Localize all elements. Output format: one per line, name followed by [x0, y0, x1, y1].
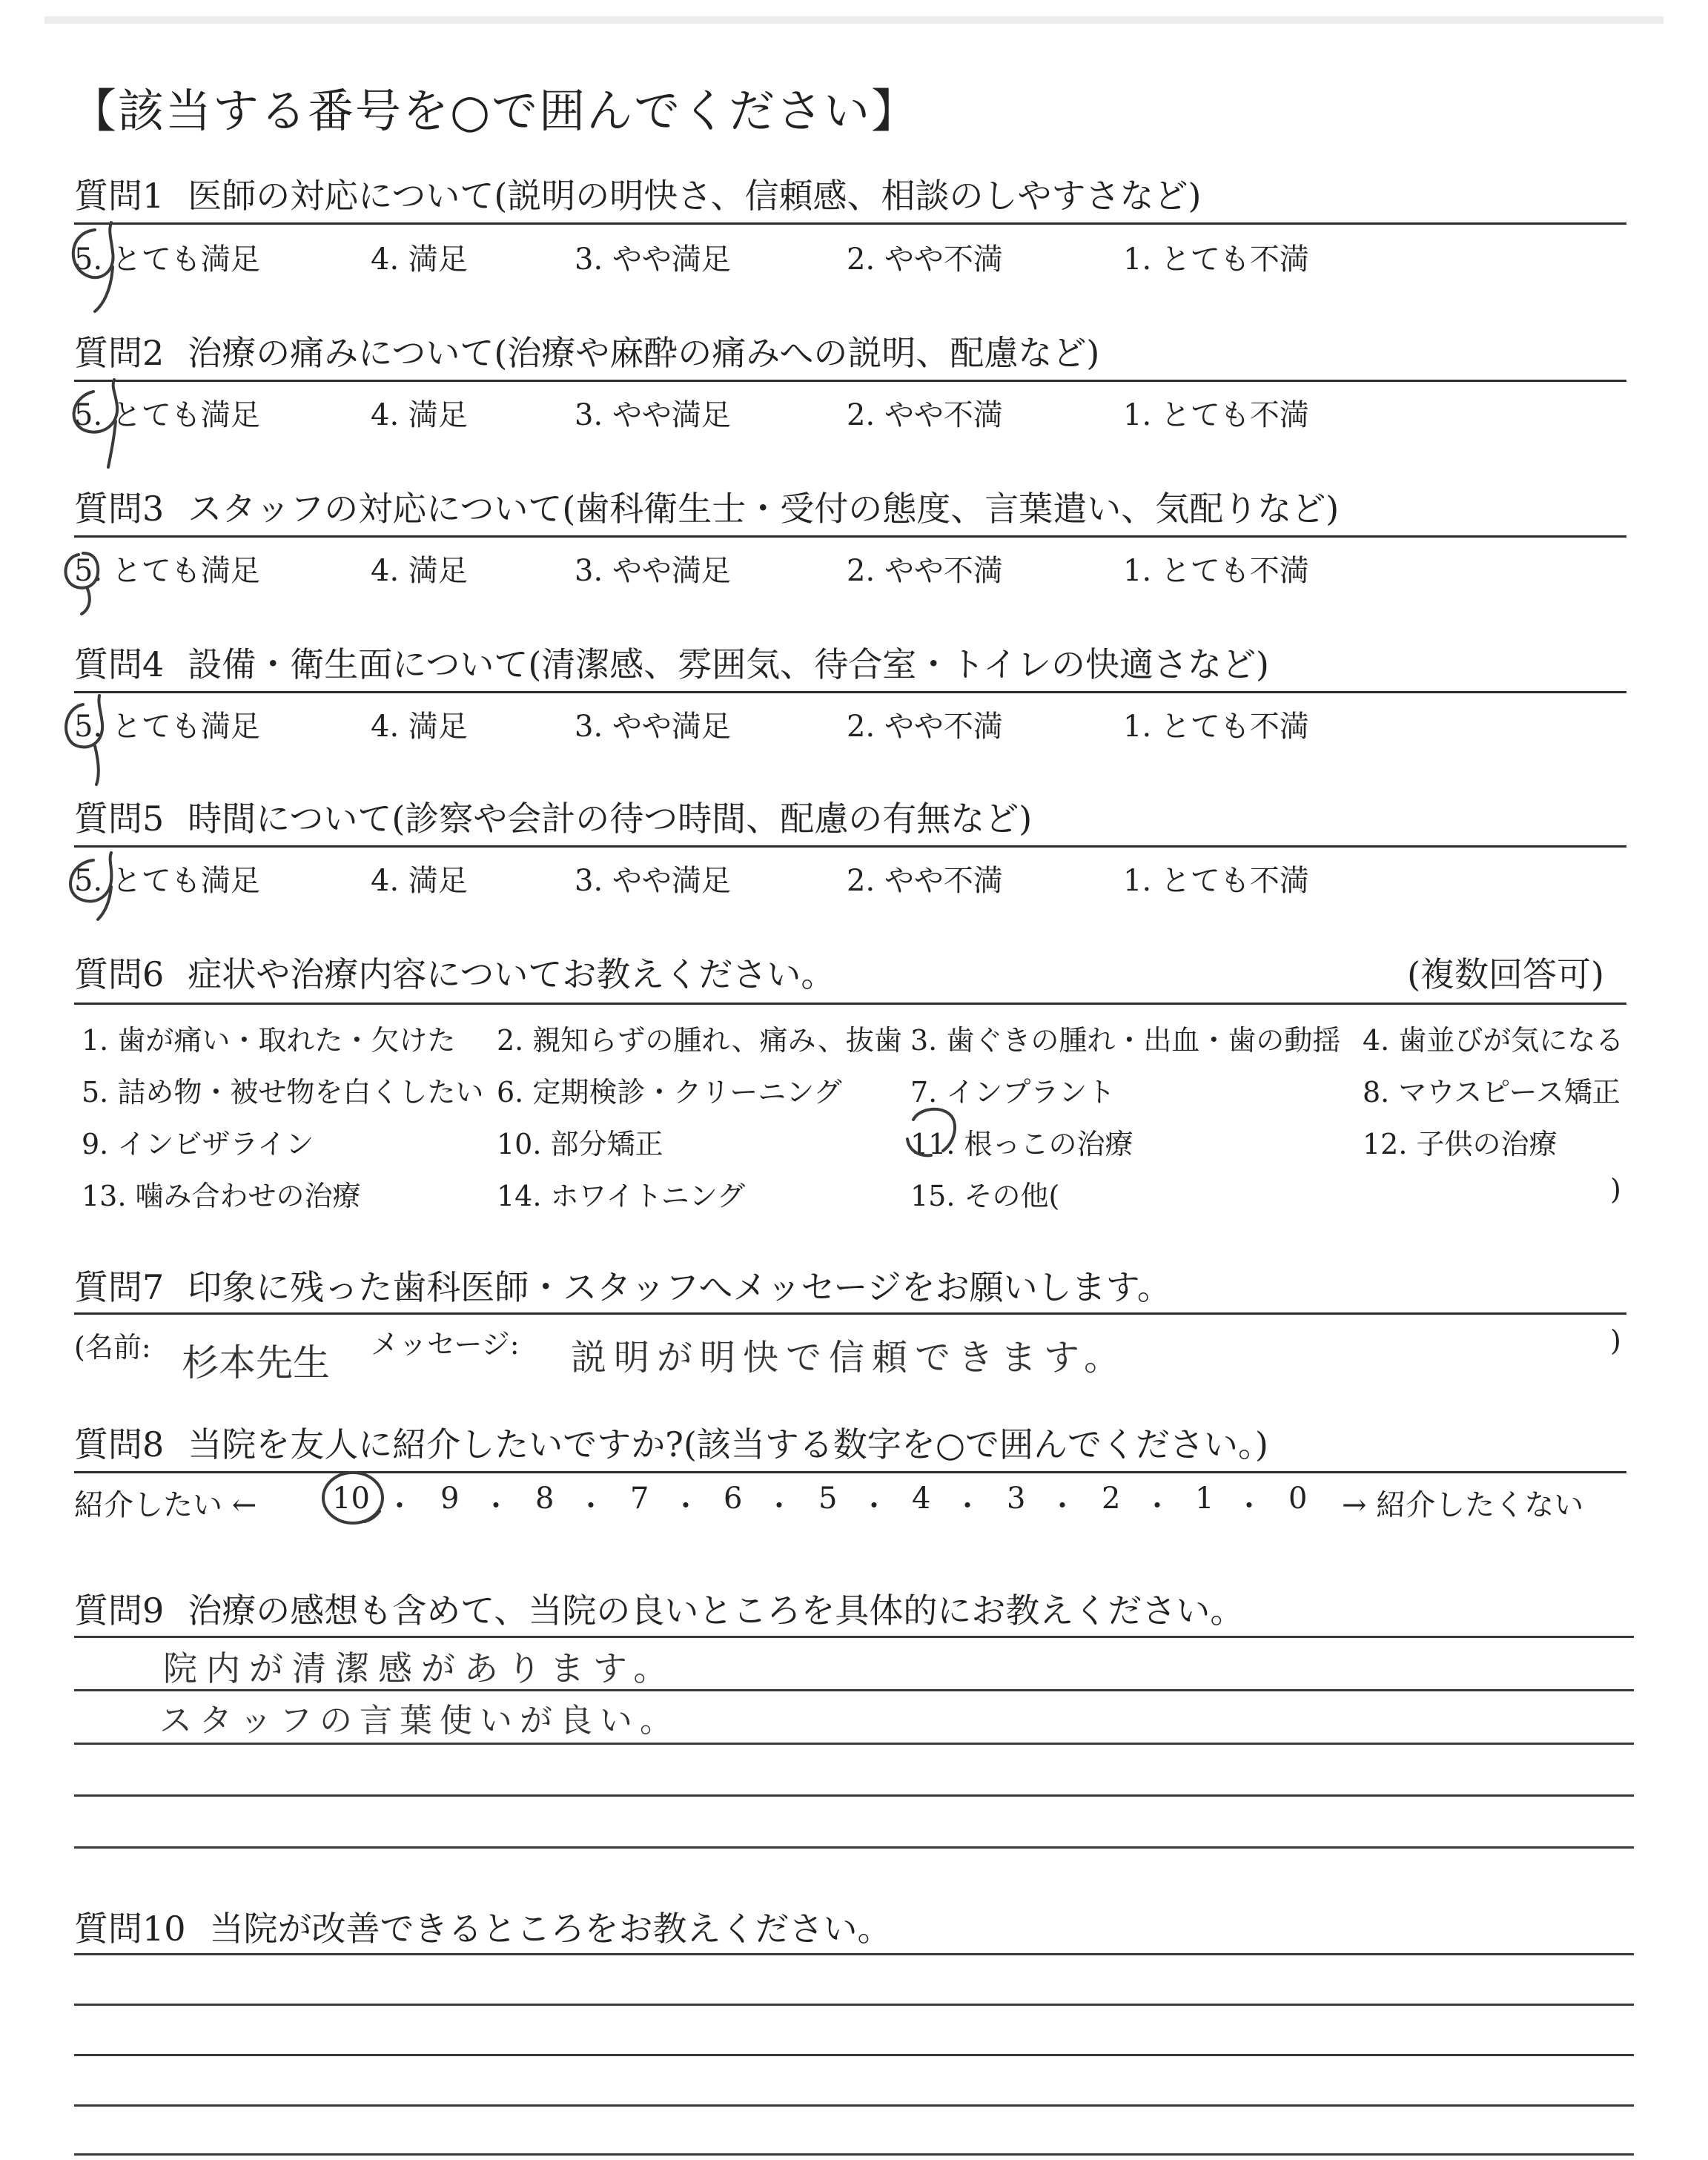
q4-option-1[interactable]: 1. とても不満: [1123, 710, 1309, 744]
score-2[interactable]: 2: [1102, 1482, 1121, 1516]
q2-option-5[interactable]: 5. とても満足: [74, 398, 260, 432]
message-close-paren: ): [1610, 1324, 1621, 1357]
rule: [74, 845, 1626, 848]
score-10[interactable]: 10: [332, 1482, 370, 1516]
question-label: 質問3: [74, 489, 165, 529]
q5-option-2[interactable]: 2. やや不満: [847, 864, 1003, 898]
rule: [74, 222, 1626, 225]
score-7[interactable]: 7: [630, 1482, 649, 1516]
question-8-heading: [74, 1418, 1626, 1477]
other-close-paren: ): [1610, 1173, 1621, 1206]
rule: [74, 380, 1626, 382]
rule: [74, 535, 1626, 538]
question-text: 治療の感想も含めて、当院の良いところを具体的にお教えください。: [188, 1591, 1245, 1631]
score-1[interactable]: 1: [1195, 1482, 1214, 1516]
writing-line: [74, 2153, 1634, 2156]
question-text: 治療の痛みについて(治療や麻酔の痛みへの説明、配慮など): [188, 333, 1100, 373]
question-label: 質問4: [74, 644, 165, 684]
separator: ・: [1235, 1490, 1264, 1522]
writing-line: [74, 2104, 1634, 2107]
writing-line: [74, 1689, 1634, 1691]
question-5-heading: [74, 792, 1626, 851]
separator: ・: [672, 1490, 701, 1522]
question-text: スタッフの対応について(歯科衛生士・受付の態度、言葉遣い、気配りなど): [188, 489, 1340, 529]
question-10-heading: [74, 1902, 1626, 1961]
question-1-heading: [74, 169, 1626, 228]
question-text: 症状や治療内容についてお教えください。: [188, 954, 835, 994]
q3-option-1[interactable]: 1. とても不満: [1123, 554, 1309, 588]
q6-option-11[interactable]: 11. 根っこの治療: [910, 1128, 1133, 1160]
q6-option-12[interactable]: 12. 子供の治療: [1363, 1128, 1558, 1160]
separator: ・: [385, 1490, 414, 1522]
separator: ・: [577, 1490, 606, 1522]
question-label: 質問5: [74, 799, 165, 839]
q6-option-14[interactable]: 14. ホワイトニング: [497, 1180, 746, 1212]
question-2-heading: [74, 326, 1626, 386]
q6-option-2[interactable]: 2. 親知らずの腫れ、痛み、抜歯: [497, 1024, 902, 1057]
separator: ・: [860, 1490, 889, 1522]
writing-line: [74, 1846, 1634, 1849]
writing-line: [74, 1636, 1634, 1638]
score-9[interactable]: 9: [440, 1482, 460, 1516]
q6-option-15[interactable]: 15. その他(: [910, 1180, 1060, 1212]
question-label: 質問8: [74, 1424, 165, 1464]
separator: ・: [1048, 1490, 1077, 1522]
q5-option-1[interactable]: 1. とても不満: [1123, 864, 1309, 898]
q2-option-4[interactable]: 4. 満足: [371, 398, 468, 432]
q6-option-8[interactable]: 8. マウスピース矯正: [1363, 1076, 1621, 1109]
q1-option-2[interactable]: 2. やや不満: [847, 242, 1003, 277]
q6-option-1[interactable]: 1. 歯が痛い・取れた・欠けた: [82, 1024, 456, 1057]
q4-option-4[interactable]: 4. 満足: [371, 710, 468, 744]
separator: ・: [1143, 1490, 1172, 1522]
q6-option-9[interactable]: 9. インビザライン: [82, 1128, 314, 1160]
rule: [74, 1003, 1626, 1005]
question-label: 質問10: [74, 1909, 186, 1949]
recommend-left-label: 紹介したい ←: [74, 1488, 257, 1522]
question-text: 時間について(診察や会計の待つ時間、配慮の有無など): [188, 799, 1033, 839]
question-label: 質問7: [74, 1267, 165, 1307]
question-text: 当院を友人に紹介したいですか?(該当する数字を○で囲んでください。): [188, 1424, 1268, 1464]
question-label: 質問2: [74, 333, 165, 373]
q1-option-4[interactable]: 4. 満足: [371, 242, 468, 277]
q1-option-5[interactable]: 5. とても満足: [74, 242, 260, 277]
q4-option-5[interactable]: 5. とても満足: [74, 710, 260, 744]
name-answer[interactable]: 杉本先生: [182, 1341, 330, 1384]
question-label: 質問6: [74, 954, 165, 994]
score-3[interactable]: 3: [1007, 1482, 1026, 1516]
score-5[interactable]: 5: [818, 1482, 838, 1516]
q3-option-4[interactable]: 4. 満足: [371, 554, 468, 588]
question-6-heading: [74, 948, 1626, 1007]
q3-option-5[interactable]: 5. とても満足: [74, 554, 260, 588]
q4-option-2[interactable]: 2. やや不満: [847, 710, 1003, 744]
recommend-right-label: → 紹介したくない: [1342, 1488, 1584, 1522]
writing-line: [74, 1953, 1634, 1955]
message-answer[interactable]: 説明が明快で信頼できます。: [571, 1337, 1128, 1378]
q3-option-2[interactable]: 2. やや不満: [847, 554, 1003, 588]
q2-option-3[interactable]: 3. やや満足: [575, 398, 731, 432]
question-text: 当院が改善できるところをお教えください。: [209, 1909, 892, 1949]
question-text: 医師の対応について(説明の明快さ、信頼感、相談のしやすさなど): [188, 176, 1202, 216]
good-points-answer-1[interactable]: 院内が清潔感があります。: [163, 1648, 677, 1688]
multiple-answer-note: (複数回答可): [1407, 954, 1604, 994]
question-label: 質問1: [74, 176, 165, 216]
q5-option-5[interactable]: 5. とても満足: [74, 864, 260, 898]
q5-option-3[interactable]: 3. やや満足: [575, 864, 731, 898]
page-title: 【該当する番号を○で囲んでください】: [70, 84, 919, 138]
q6-option-3[interactable]: 3. 歯ぐきの腫れ・出血・歯の動揺: [910, 1024, 1341, 1057]
writing-line: [74, 1743, 1634, 1745]
writing-line: [74, 2004, 1634, 2006]
question-7-heading: [74, 1261, 1626, 1320]
score-6[interactable]: 6: [724, 1482, 743, 1516]
score-4[interactable]: 4: [912, 1482, 931, 1516]
question-text: 設備・衛生面について(清潔感、雰囲気、待合室・トイレの快適さなど): [188, 644, 1269, 684]
writing-line: [74, 2054, 1634, 2056]
q5-option-4[interactable]: 4. 満足: [371, 864, 468, 898]
q6-option-6[interactable]: 6. 定期検診・クリーニング: [497, 1076, 842, 1109]
good-points-answer-2[interactable]: スタッフの言葉使いが良い。: [159, 1702, 680, 1740]
message-label: メッセージ:: [371, 1328, 520, 1361]
writing-line: [74, 1794, 1634, 1797]
question-text: 印象に残った歯科医師・スタッフへメッセージをお願いします。: [188, 1267, 1171, 1307]
q1-option-3[interactable]: 3. やや満足: [575, 242, 731, 277]
q6-option-5[interactable]: 5. 詰め物・被せ物を白くしたい: [82, 1076, 484, 1109]
separator: ・: [953, 1490, 982, 1522]
q6-option-13[interactable]: 13. 噛み合わせの治療: [82, 1180, 361, 1212]
separator: ・: [482, 1490, 511, 1522]
q6-option-7[interactable]: 7. インプラント: [910, 1076, 1116, 1109]
question-9-heading: [74, 1584, 1626, 1643]
q6-option-10[interactable]: 10. 部分矯正: [497, 1128, 663, 1160]
score-0[interactable]: 0: [1288, 1482, 1308, 1516]
q2-option-2[interactable]: 2. やや不満: [847, 398, 1003, 432]
rule: [74, 691, 1626, 693]
rule: [74, 1471, 1626, 1473]
question-4-heading: [74, 638, 1626, 697]
q3-option-3[interactable]: 3. やや満足: [575, 554, 731, 588]
q2-option-1[interactable]: 1. とても不満: [1123, 398, 1309, 432]
q4-option-3[interactable]: 3. やや満足: [575, 710, 731, 744]
rule: [74, 1312, 1626, 1315]
question-label: 質問9: [74, 1591, 165, 1631]
name-label: (名前:: [74, 1331, 151, 1364]
scan-edge: [44, 16, 1664, 24]
question-3-heading: [74, 482, 1626, 541]
q6-option-4[interactable]: 4. 歯並びが気になる: [1363, 1024, 1624, 1057]
score-8[interactable]: 8: [535, 1482, 555, 1516]
separator: ・: [765, 1490, 794, 1522]
q1-option-1[interactable]: 1. とても不満: [1123, 242, 1309, 277]
